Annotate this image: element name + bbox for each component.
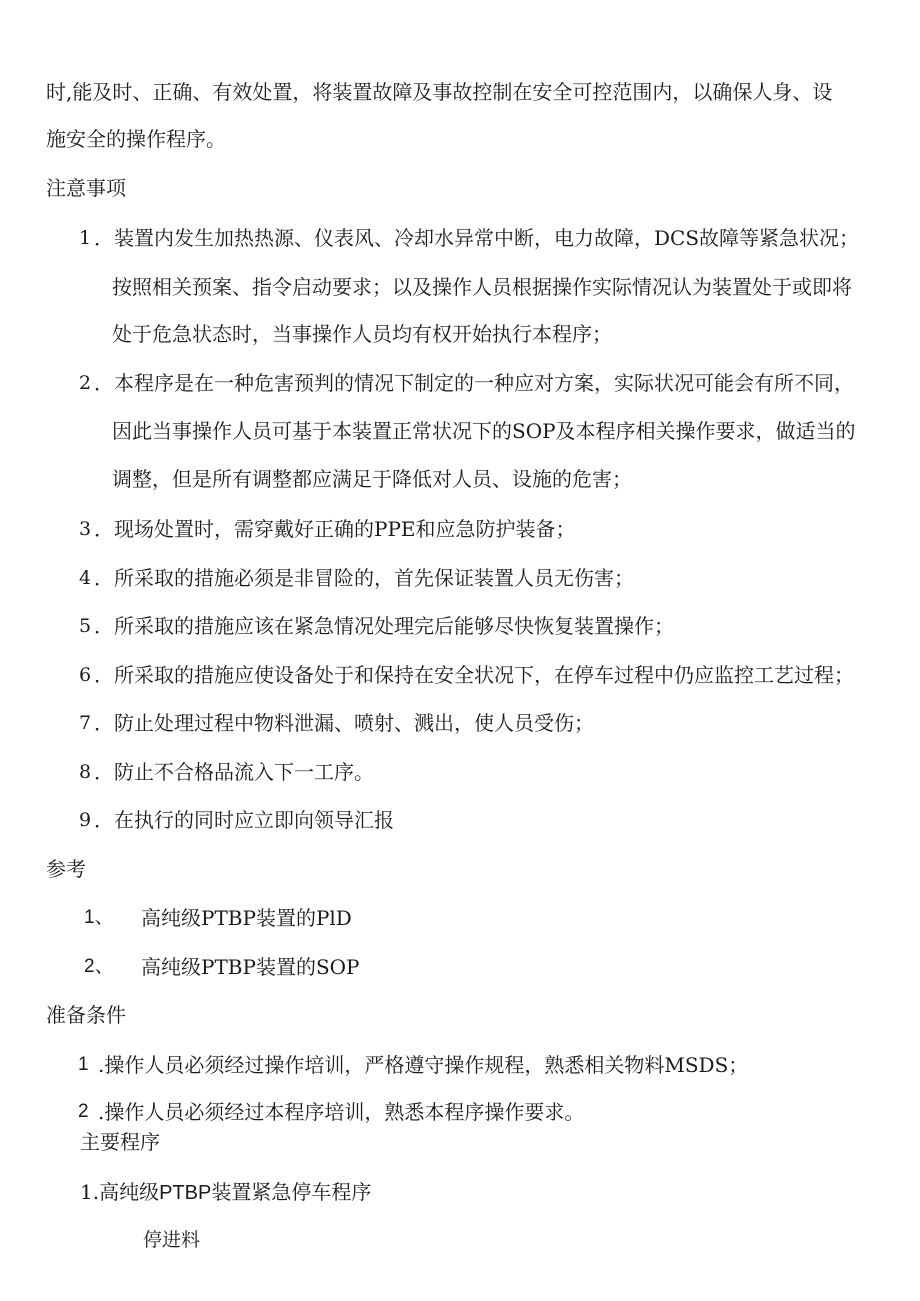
prep-1-text: .操作人员必须经过操作培训，严格遵守操作规程，熟悉相关物料MSDS； xyxy=(98,1053,749,1077)
note-9-number: 9 xyxy=(79,809,92,831)
prep-1-number: 1 xyxy=(78,1054,89,1075)
note-1-number: 1 xyxy=(79,227,92,249)
refs-heading: 参考 xyxy=(46,857,86,881)
main-step-stop-feed: 停进料 xyxy=(143,1229,201,1251)
note-3-line-1: ．现场处置时，需穿戴好正确的PPE和应急防护装备； xyxy=(94,517,576,541)
ref-1-text: 高纯级PTBP装置的PlD xyxy=(141,906,352,930)
note-2-line-2: 因此当事操作人员可基于本装置正常状况下的SOP及本程序相关操作要求，做适当的 xyxy=(112,419,856,443)
notes-heading: 注意事项 xyxy=(46,176,126,200)
note-3-number: 3 xyxy=(79,518,92,540)
intro-line-1: 时,能及时、正确、有效处置，将装置故障及事故控制在安全可控范围内，以确保人身、设 xyxy=(46,80,833,104)
note-8-line-1: ．防止不合格品流入下一工序。 xyxy=(94,760,374,784)
note-5-number: 5 xyxy=(79,615,92,637)
main-subheading-text-a: 高纯级 xyxy=(99,1180,160,1204)
note-6-number: 6 xyxy=(79,664,92,686)
note-7-line-1: ．防止处理过程中物料泄漏、喷射、溅出，使人员受伤； xyxy=(94,711,594,735)
note-4-number: 4 xyxy=(79,567,92,589)
main-heading: 主要程序 xyxy=(80,1130,160,1154)
note-9-line-1: ．在执行的同时应立即向领导汇报 xyxy=(94,808,394,832)
ref-2-text: 高纯级PTBP装置的SOP xyxy=(141,955,360,979)
note-5-line-1: ．所采取的措施应该在紧急情况处理完后能够尽快恢复装置操作； xyxy=(94,614,674,638)
ref-1-number: 1、 xyxy=(84,907,114,928)
prep-2-number: 2 xyxy=(78,1101,89,1122)
note-1-line-3: 处于危急状态时，当事操作人员均有权开始执行本程序； xyxy=(112,322,612,346)
ref-2-number: 2、 xyxy=(84,956,114,977)
note-4-line-1: ．所采取的措施必须是非冒险的，首先保证装置人员无伤害； xyxy=(94,566,634,590)
note-6-line-1: ．所采取的措施应使设备处于和保持在安全状况下，在停车过程中仍应监控工艺过程； xyxy=(94,663,854,687)
prep-2-text: .操作人员必须经过本程序培训，熟悉本程序操作要求。 xyxy=(98,1100,585,1124)
note-2-line-1: ．本程序是在一种危害预判的情况下制定的一种应对方案，实际状况可能会有所不同， xyxy=(94,371,854,395)
prep-heading: 准备条件 xyxy=(46,1003,126,1027)
main-subheading-product: PTBP xyxy=(159,1182,212,1204)
note-2-line-3: 调整，但是所有调整都应满足于降低对人员、设施的危害； xyxy=(112,467,632,491)
note-1-line-1: ．装置内发生加热热源、仪表风、冷却水异常中断，电力故障，DCS故障等紧急状况； xyxy=(94,226,860,250)
main-subheading-number: 1. xyxy=(80,1180,100,1204)
note-8-number: 8 xyxy=(79,761,92,783)
intro-line-2: 施安全的操作程序。 xyxy=(46,127,226,151)
main-subheading xyxy=(80,1178,371,1207)
note-1-line-2: 按照相关预案、指令启动要求；以及操作人员根据操作实际情况认为装置处于或即将 xyxy=(112,275,852,299)
main-subheading-text-c: 装置紧急停车程序 xyxy=(211,1180,372,1204)
note-7-number: 7 xyxy=(79,712,92,734)
note-2-number: 2 xyxy=(79,372,92,394)
